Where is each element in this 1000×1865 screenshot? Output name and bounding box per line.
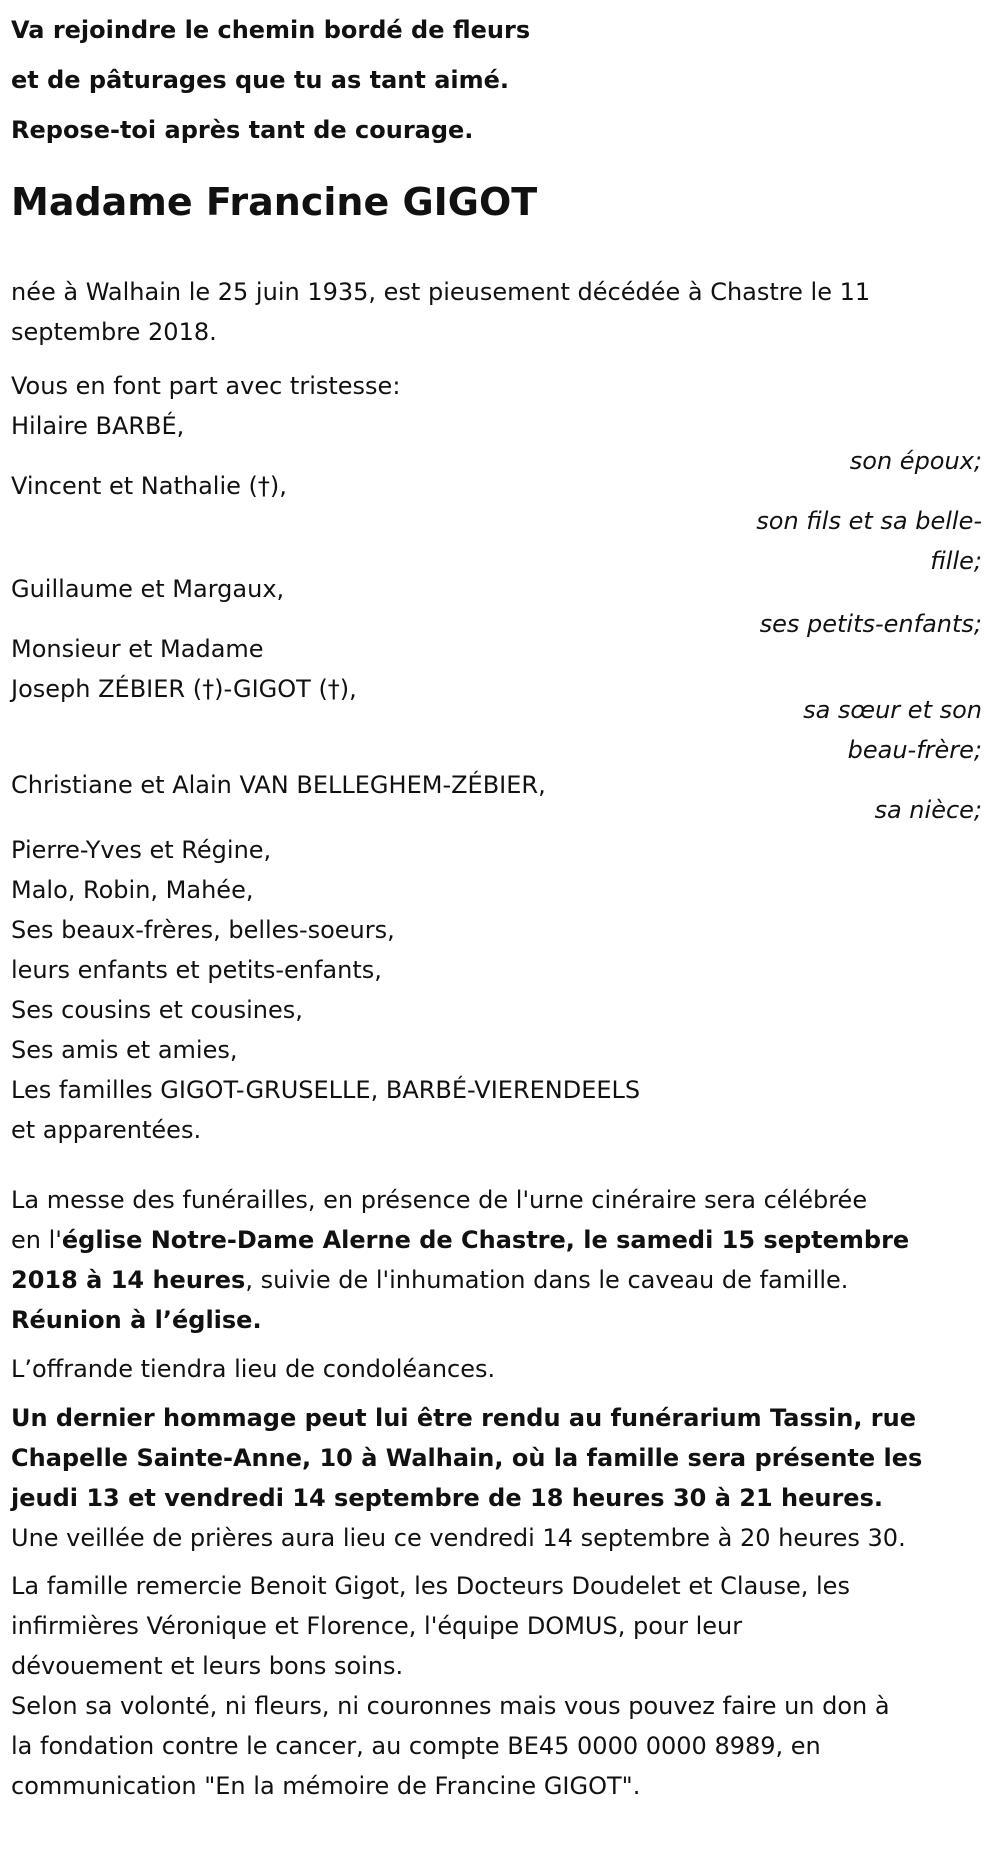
- poem-line: et de pâturages que tu as tant aimé.: [11, 66, 510, 94]
- poem-line: Va rejoindre le chemin bordé de fleurs: [11, 16, 531, 44]
- family-relation: sa nièce;: [874, 796, 982, 824]
- family-member: Christiane et Alain VAN BELLEGHEM-ZÉBIER,: [11, 771, 546, 799]
- tribute-visitation: Un dernier hommage peut lui être rendu au funérarium Tassin, rue Chapelle Sainte-Anne, 10 à Walhain, où la famille sera présente les jeudi 13 et vendredi 14 septembre de 18 heures 30 à 21 heures.: [11, 1404, 923, 1512]
- family-relation: son époux;: [849, 447, 982, 475]
- family-member: Vincent et Nathalie (†),: [11, 472, 287, 500]
- family-member: Guillaume et Margaux,: [11, 575, 285, 603]
- poem-line: Repose-toi après tant de courage.: [11, 116, 474, 144]
- list-item: Ses amis et amies,: [11, 1036, 238, 1064]
- family-member: Hilaire BARBÉ,: [11, 412, 185, 440]
- funeral-announcement: La messe des funérailles, en présence de l'urne cinéraire sera célébrée en l'église Notre-Dame Alerne de Chastre, le samedi 15 septembre 2018 à 14 heures, suivie de l'inhumation dans le caveau de famille.: [11, 1186, 910, 1294]
- funeral-time: 2018 à 14 heures: [11, 1266, 246, 1294]
- poem: [11, 5, 971, 155]
- birth-death-statement: [11, 272, 981, 352]
- text-line: septembre 2018.: [11, 318, 217, 346]
- list-item: Ses cousins et cousines,: [11, 996, 303, 1024]
- funeral-location: église Notre-Dame Alerne de Chastre, le samedi 15 septembre: [61, 1226, 910, 1254]
- prayer-vigil: Une veillée de prières aura lieu ce vendredi 14 septembre à 20 heures 30.: [11, 1524, 906, 1552]
- family-relation: son fils et sa belle- fille;: [756, 507, 982, 575]
- offrande-note: L’offrande tiendra lieu de condoléances.: [11, 1355, 496, 1383]
- reunion-note: Réunion à l’église.: [11, 1306, 262, 1334]
- other-relatives: [11, 830, 981, 1150]
- deceased-name: Madame Francine GIGOT: [11, 180, 538, 224]
- acknowledgements: La famille remercie Benoit Gigot, les Docteurs Doudelet et Clause, les infirmières Véronique et Florence, l'équipe DOMUS, pour leur dévouement et leurs bons soins.: [11, 1572, 850, 1680]
- family-member: Monsieur et Madame Joseph ZÉBIER (†)-GIGOT (†),: [11, 635, 357, 703]
- family-relation: sa sœur et son beau-frère;: [803, 696, 982, 764]
- list-item: et apparentées.: [11, 1116, 202, 1144]
- text-line: née à Walhain le 25 juin 1935, est pieusement décédée à Chastre le 11: [11, 278, 871, 306]
- list-item: Pierre-Yves et Régine,: [11, 836, 272, 864]
- list-item: leurs enfants et petits-enfants,: [11, 956, 382, 984]
- list-item: Ses beaux-frères, belles-soeurs,: [11, 916, 395, 944]
- family-relation: ses petits-enfants;: [759, 610, 982, 638]
- list-item: Malo, Robin, Mahée,: [11, 876, 254, 904]
- donation-request: Selon sa volonté, ni fleurs, ni couronnes mais vous pouvez faire un don à la fondation contre le cancer, au compte BE45 0000 0000 8989, en communication "En la mémoire de Francine GIGOT".: [11, 1692, 890, 1800]
- list-item: Les familles GIGOT-GRUSELLE, BARBÉ-VIERENDEELS: [11, 1076, 641, 1104]
- intro-line: Vous en font part avec tristesse:: [11, 372, 401, 400]
